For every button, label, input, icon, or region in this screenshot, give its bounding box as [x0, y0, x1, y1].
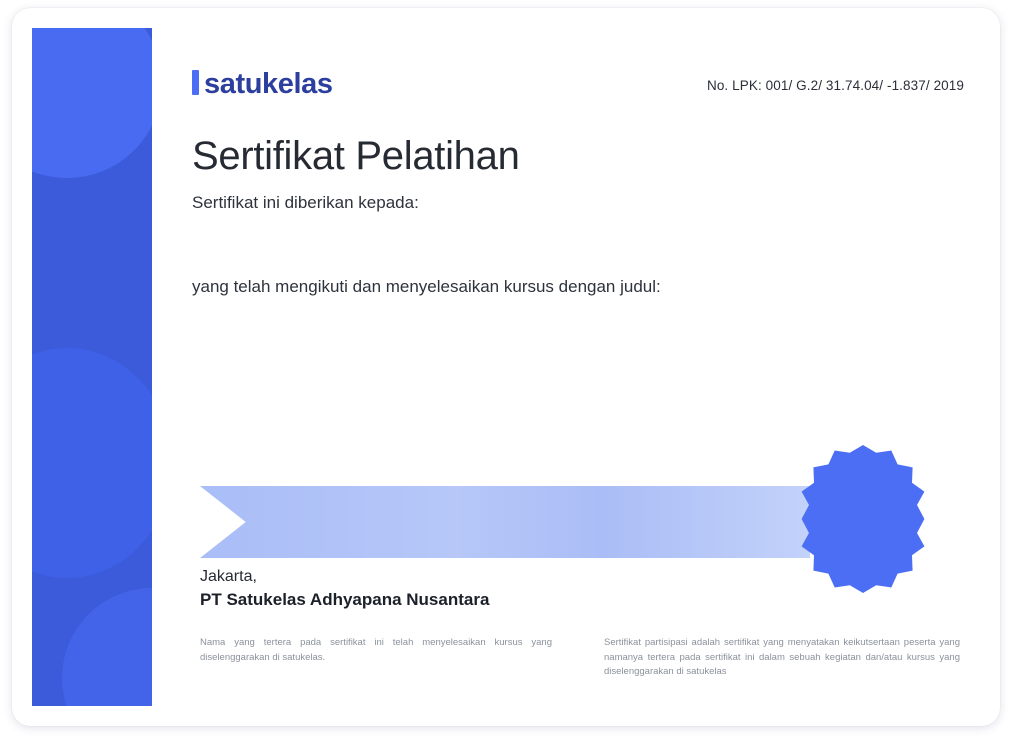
band-circle-decoration-middle — [32, 348, 152, 578]
brand-name-label: satukelas — [204, 68, 333, 100]
starburst-seal-icon — [778, 434, 948, 604]
signature-company: PT Satukelas Adhyapana Nusantara — [200, 590, 490, 609]
signature-city: Jakarta, — [200, 568, 257, 585]
ribbon-banner — [200, 486, 810, 558]
certificate-content — [192, 68, 964, 688]
course-lead-text: yang telah mengikuti dan menyelesaikan kursus dengan judul: — [192, 277, 661, 296]
logo-bar-icon — [192, 70, 199, 95]
band-circle-decoration-bottom — [62, 588, 152, 706]
certificate-subtitle: Sertifikat ini diberikan kepada: — [192, 193, 419, 212]
band-circle-decoration-top — [32, 28, 152, 178]
signature-block — [200, 568, 489, 610]
fineprint-row — [200, 636, 960, 680]
fineprint-right: Sertifikat partisipasi adalah sertifikat yang menyatakan keikutsertaan peserta yang namanya tertera pada sertifikat ini dalam sebuah kegiatan dan/atau kursus yang diselenggarakan di satukelas — [604, 637, 960, 678]
certificate-header — [192, 68, 964, 108]
certificate-card — [12, 8, 1000, 726]
recipient-name-field — [192, 231, 964, 265]
fineprint-left: Nama yang tertera pada sertifikat ini telah menyelesaikan kursus yang diselenggarakan di satukelas. — [200, 637, 552, 663]
lpk-number-label: No. LPK: 001/ G.2/ 31.74.04/ -1.837/ 2019 — [706, 78, 964, 93]
certificate-title: Sertifikat Pelatihan — [192, 134, 520, 178]
course-title-field — [192, 313, 964, 343]
left-decorative-band — [32, 28, 152, 706]
satukelas-logo — [192, 68, 333, 101]
